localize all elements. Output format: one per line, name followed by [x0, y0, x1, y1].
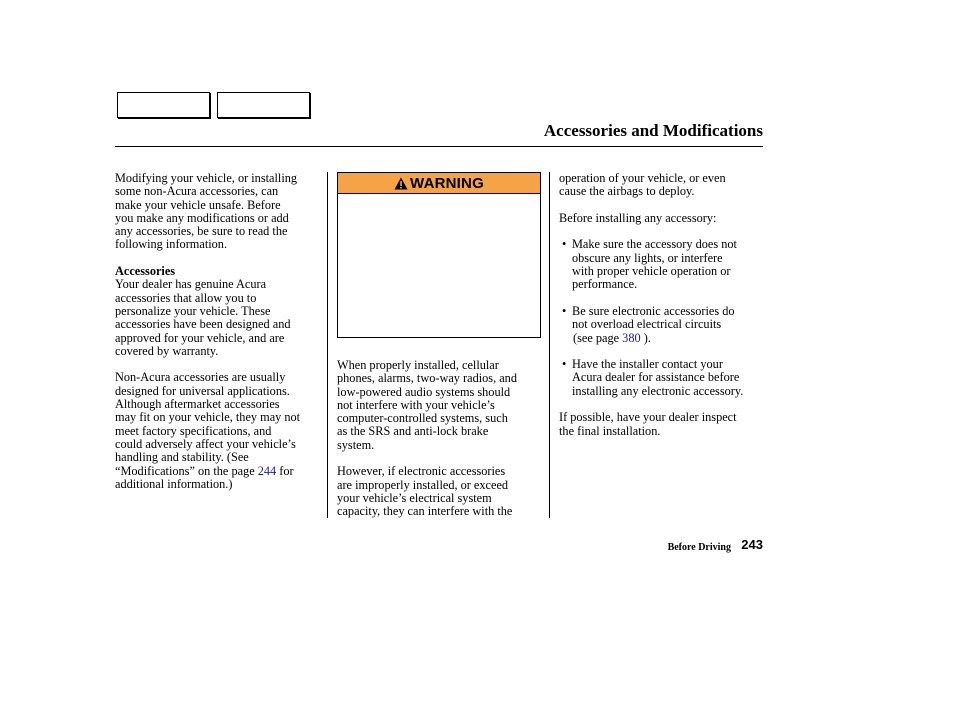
section-title: Accessories and Modifications [543, 121, 763, 140]
text-line: make your vehicle unsafe. Before [115, 197, 281, 212]
text-line: some non-Acura accessories, can [115, 184, 279, 199]
ref-text: for [276, 463, 294, 478]
text-line: designed for universal applications. [115, 383, 290, 398]
text-line: • Have the installer contact your [572, 357, 723, 372]
text-line: Although aftermarket accessories [115, 397, 280, 412]
text-line: as the SRS and anti-lock brake [337, 424, 489, 439]
text-line: capacity, they can interfere with the [337, 504, 513, 519]
text-line: are improperly installed, or exceed [337, 477, 509, 492]
continuation-paragraph [559, 172, 764, 199]
text-line: accessories that allow you to [115, 290, 257, 305]
text-line: obscure any lights, or interfere [572, 250, 723, 265]
title-divider [115, 146, 763, 147]
text-line [115, 465, 321, 478]
text-line: Modifying your vehicle, or installing [115, 171, 298, 185]
warning-banner [338, 173, 540, 194]
text-line: not overload electrical circuits [572, 317, 722, 332]
text-line: installing any electronic accessory. [572, 383, 744, 398]
text-line: cause the airbags to deploy. [559, 184, 695, 199]
ref-text: ). [640, 330, 651, 345]
text-line: However, if electronic accessories [337, 464, 506, 479]
ref-text: “Modifications” on the page [115, 463, 258, 478]
text-line: may fit on your vehicle, they may not [115, 410, 301, 425]
inspect-paragraph [559, 411, 764, 438]
text-line: could adversely affect your vehicle’s [115, 436, 296, 451]
improper-install-paragraph [337, 465, 542, 518]
ref-text: (see page [573, 330, 623, 345]
warning-triangle-icon [394, 177, 408, 190]
nav-tab-2[interactable] [217, 92, 310, 118]
non-acura-paragraph [115, 371, 321, 491]
text-line: performance. [572, 277, 638, 292]
warning-label: WARNING [410, 174, 484, 192]
page-number: 243 [741, 537, 763, 552]
text-line [572, 332, 764, 345]
text-line: meet factory specifications, and [115, 423, 272, 438]
page-link-380[interactable]: 380 [622, 330, 641, 345]
text-line: not interfere with your vehicle’s [337, 397, 495, 412]
text-line: the final installation. [559, 423, 661, 438]
text-line: covered by warranty. [115, 343, 219, 358]
text-line: following information. [115, 237, 228, 252]
text-line: personalize your vehicle. These [115, 303, 271, 318]
text-line: system. [337, 437, 375, 452]
column-divider-2 [549, 172, 550, 518]
before-installing-text: Before installing any accessory: [559, 210, 717, 225]
interference-paragraph [337, 359, 542, 452]
column-3 [559, 172, 764, 438]
text-line: handling and stability. (See [115, 450, 249, 465]
warning-box [337, 172, 541, 338]
text-line: Your dealer has genuine Acura [115, 277, 267, 292]
bullet-item-installer [559, 358, 764, 398]
text-line: low-powered audio systems should [337, 384, 511, 399]
page-link-244[interactable]: 244 [257, 463, 277, 478]
text-line: you make any modifications or add [115, 210, 289, 225]
text-line: your vehicle’s electrical system [337, 490, 492, 505]
text-line: phones, alarms, two-way radios, and [337, 371, 517, 386]
text-line: Non-Acura accessories are usually [115, 370, 286, 385]
text-line: If possible, have your dealer inspect [559, 410, 737, 425]
text-line: additional information.) [115, 476, 233, 491]
text-line: accessories have been designed and [115, 317, 291, 332]
bullet-item-lights [559, 238, 764, 291]
footer-section-name: Before Driving [667, 542, 731, 553]
intro-paragraph [115, 172, 321, 252]
text-line: with proper vehicle operation or [572, 264, 731, 279]
column-divider-1 [327, 172, 328, 518]
accessories-paragraph [115, 278, 321, 358]
text-line: operation of your vehicle, or even [559, 171, 726, 185]
column-1 [115, 172, 321, 491]
text-line: any accessories, be sure to read the [115, 224, 288, 239]
column-2 [337, 359, 542, 519]
text-line: Acura dealer for assistance before [572, 370, 740, 385]
text-line: • Make sure the accessory does not [572, 237, 737, 252]
text-line: When properly installed, cellular [337, 358, 499, 372]
text-line: approved for your vehicle, and are [115, 330, 285, 345]
text-line: computer-controlled systems, such [337, 411, 508, 426]
accessories-subheading: Accessories [115, 264, 176, 279]
text-line: • Be sure electronic accessories do [572, 303, 735, 318]
bullet-item-circuits [559, 305, 764, 345]
nav-tab-1[interactable] [117, 92, 210, 118]
